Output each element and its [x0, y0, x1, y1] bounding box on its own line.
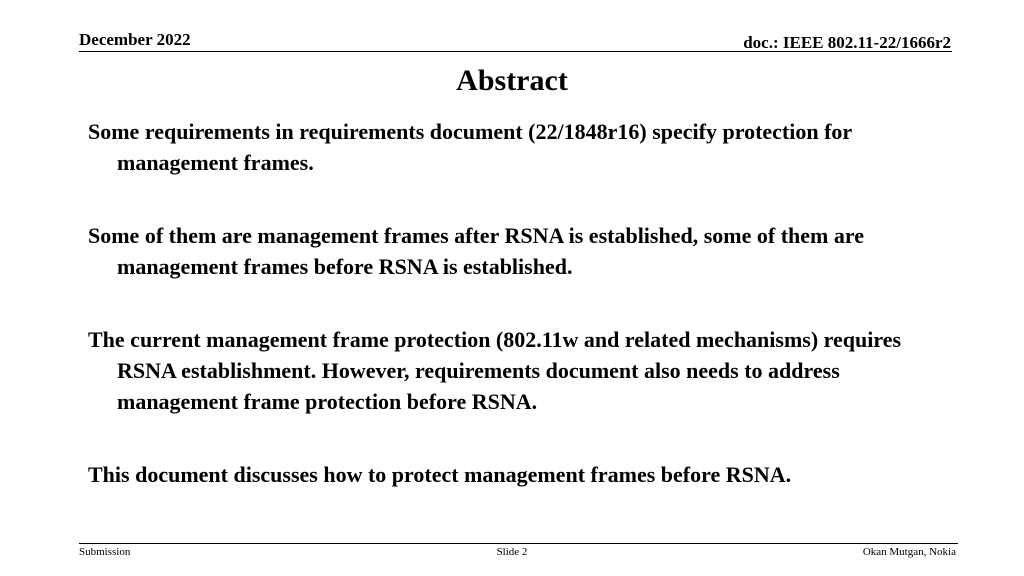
- body-paragraph-3: The current management frame protection (802.11w and related mechanisms) requires RSNA establishment. However, requirements document also needs to address management frame protection before RSNA.: [88, 327, 902, 414]
- body-paragraph-1: Some requirements in requirements document (22/1848r16) specify protection for management frames.: [88, 119, 852, 175]
- slide-title: Abstract: [456, 64, 568, 97]
- footer-divider: [79, 543, 958, 544]
- body-paragraph-2: Some of them are management frames after RSNA is established, some of them are management frames before RSNA is established.: [88, 223, 864, 279]
- footer-slide-number: Slide 2: [496, 546, 528, 558]
- footer-author: Okan Mutgan, Nokia: [862, 546, 956, 558]
- header-divider: [79, 51, 952, 52]
- header-date: December 2022: [79, 30, 191, 49]
- header-doc-id: doc.: IEEE 802.11-22/1666r2: [743, 33, 951, 52]
- body-paragraph-4: This document discusses how to protect management frames before RSNA.: [88, 462, 792, 487]
- slide-body: [88, 116, 958, 490]
- footer-submission: Submission: [79, 546, 131, 558]
